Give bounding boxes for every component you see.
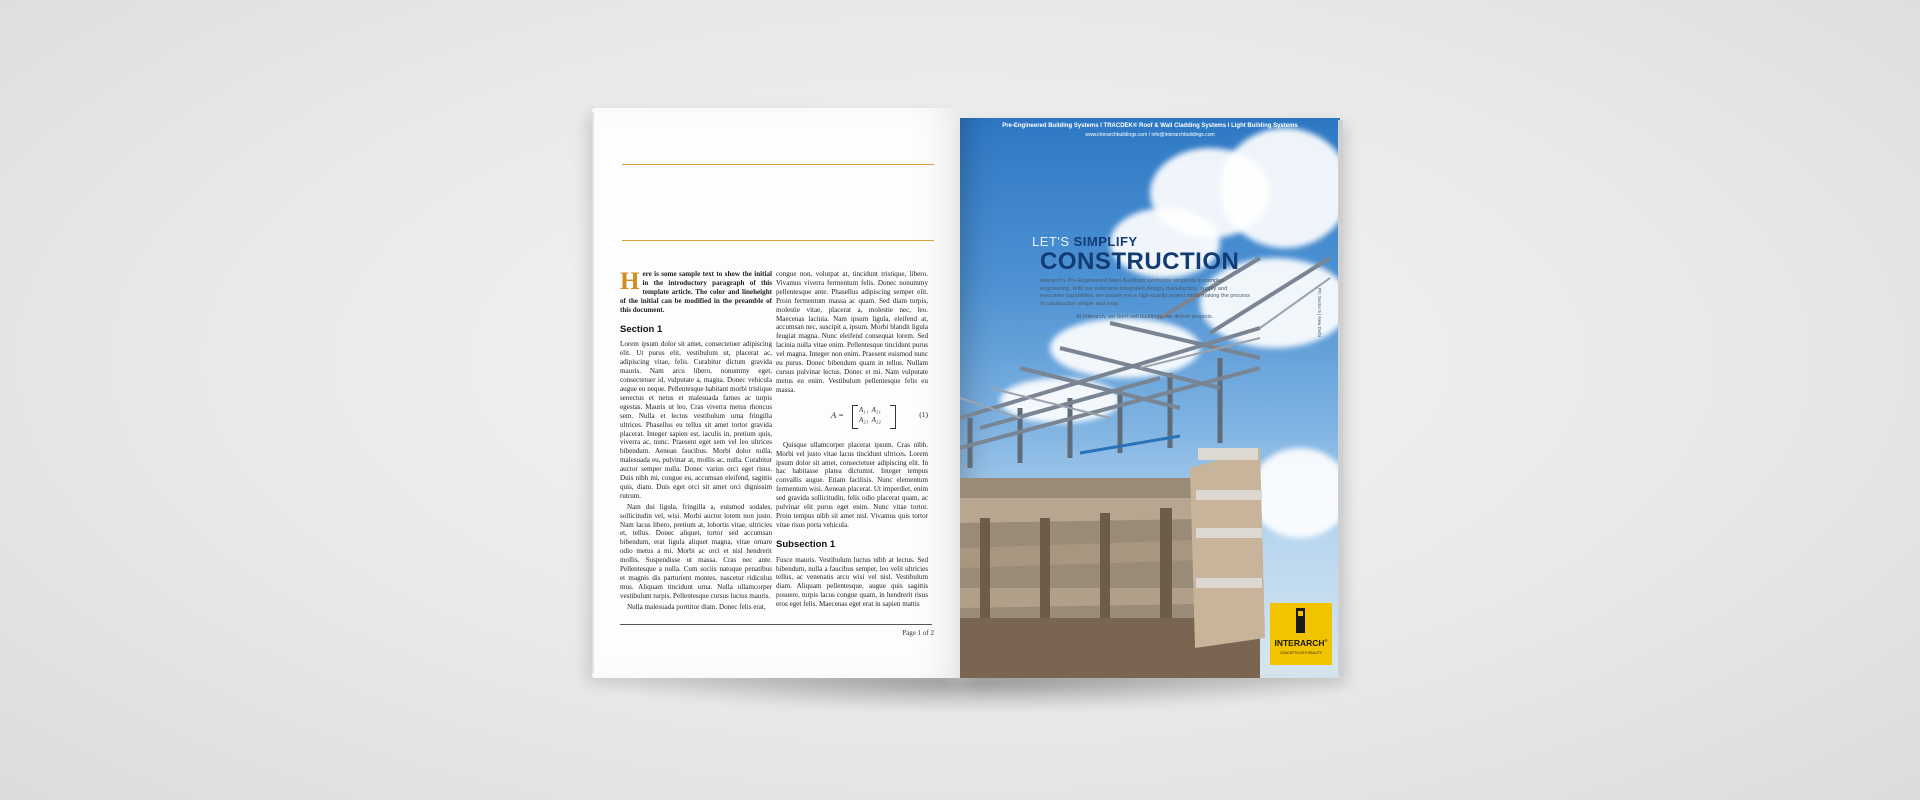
headline-simplify: SIMPLIFY bbox=[1073, 234, 1138, 249]
section-1-heading: Section 1 bbox=[620, 323, 663, 335]
right-page-advert bbox=[960, 118, 1340, 678]
logo-mark-icon bbox=[1296, 608, 1305, 633]
header-rule-bottom bbox=[622, 240, 934, 241]
advert-tagline: At Interarch, we don't sell buildings, we deliver projects. bbox=[1076, 314, 1214, 320]
page-number: Page 1 of 2 bbox=[902, 629, 934, 637]
advert-body-text: Interarch's Pre-Engineered Steel Buildings symbolize simplicity in complex engineering. With our extensive integrated design, manufacture, supply and execution capabilities, we assure you a high-quality project while making the process of construction simple and easy. bbox=[1040, 278, 1250, 307]
matrix-a21: A₂₁ bbox=[859, 415, 869, 424]
right-column bbox=[776, 270, 928, 611]
equation-number: (1) bbox=[919, 409, 928, 419]
intro-text: ere is some sample text to show the initial in the introductory paragraph of this template article. The color and lineheight of the initial can be modified in the preamble of this document. bbox=[620, 270, 772, 314]
matrix-bracket-left bbox=[852, 405, 858, 429]
section-1-paragraph-3: Nulla malesuada porttitor diam. Donec felis erat, bbox=[627, 602, 766, 611]
matrix-a11: A₁₁ bbox=[859, 405, 869, 414]
book-shadow bbox=[598, 672, 1354, 712]
matrix-a22: A₂₂ bbox=[871, 415, 881, 424]
column-2-paragraph-2: Quisque ullamcorper placerat ipsum. Cras nibh. Morbi vel justo vitae lacus tincidunt ultrices. Lorem ipsum dolor sit amet, consectetuer adipiscing elit. In hac habitasse platea dictumst. Integer tempus convallis augue. Etiam facilisis. Nunc elementum fermentum wisi. Aenean placerat. Ut imperdiet, enim sed gravida sollicitudin, felis odio placerat quam, ac pulvinar elit purus eget enim. Nunc vitae tortor. Proin tempus nibh sit amet nisl. Vivamus quis tortor vitae risus porta vehicula. bbox=[776, 440, 928, 529]
interarch-logo bbox=[1270, 603, 1332, 665]
steel-structure-photo bbox=[960, 118, 1340, 678]
advert-header-products: Pre-Engineered Building Systems I TRACDEK® Roof & Wall Cladding Systems I Light Building Systems bbox=[1002, 123, 1298, 129]
logo-slogan: CONCEPTS INTO REALITY bbox=[1280, 651, 1322, 655]
headline-construction: CONSTRUCTION bbox=[1040, 248, 1240, 275]
column-2-paragraph-1: congue non, volutpat at, tincidunt tristique, libero. Vivamus viverra fermentum felis. Donec nonummy pellentesque ante. Phasellus adipiscing semper elit. Proin fermentum massa ac quam. Sed diam turpis, molestie vitae, placerat a, molestie nec, leo. Maecenas lacinia. Nam ipsum ligula, eleifend at, accumsan nec, suscipit a, ipsum. Morbi blandit ligula feugiat magna. Nunc eleifend consequat lorem. Sed lacinia nulla vitae enim. Pellentesque tincidunt purus vel magna. Integer non enim. Praesent euismod nunc eu purus. Donec bibendum quam in tellus. Nullam cursus pulvinar lectus. Donec et mi. Nam vulputate metus eu enim. Vestibulum pellentesque felis eu massa. bbox=[776, 270, 928, 394]
page-edge bbox=[1338, 120, 1343, 676]
left-column bbox=[620, 270, 772, 614]
intro-paragraph bbox=[620, 270, 772, 315]
drop-cap: H bbox=[620, 268, 640, 295]
matrix-bracket-right bbox=[890, 405, 896, 429]
section-1-paragraph-2: Nam dui ligula, fringilla a, euismod sodales, sollicitudin vel, wisi. Morbi auctor lorem non justo. Nam lacus libero, pretium at, lobortis vitae, ultricies et, tellus. Donec aliquet, tortor sed accumsan bibendum, erat ligula aliquet magna, vitae ornare odio metus a mi. Morbi ac orci et nisl hendrerit mollis. Suspendisse ut massa. Cras nec ante. Pellentesque a nulla. Cum sociis natoque penatibus et magnis dis parturient montes, nascetur ridiculus mus. Aliquam tincidunt urna. Nulla ullamcorper vestibulum turpis. Pellentesque cursus luctus mauris. bbox=[620, 502, 772, 600]
matrix-a12: A₂₁ bbox=[871, 405, 881, 414]
column-2-paragraph-3: Fusce mauris. Vestibulum luctus nibh at lectus. Sed bibendum, nulla a faucibus semper, leo velit ultricies tellus, ac venenatis arcu wisi vel nisl. Vestibulum diam. Aliquam pellentesque, augue quis sagittis posuere, turpis lacus congue quam, in hendrerit risus eros eget felis. Maecenas eget erat in sapien mattis bbox=[776, 555, 928, 609]
equation-block bbox=[776, 403, 928, 433]
headline-prefix: LET'S bbox=[1032, 234, 1070, 249]
side-caption: Ph: Sector 5 | New Delhi bbox=[1317, 288, 1322, 337]
logo-trademark: ® bbox=[1324, 638, 1328, 644]
equation-lhs: A = bbox=[831, 409, 844, 420]
headline-lets-simplify bbox=[1032, 234, 1138, 249]
left-page bbox=[592, 108, 960, 678]
logo-name bbox=[1270, 638, 1332, 648]
section-1-paragraph-1: Lorem ipsum dolor sit amet, consectetuer adipiscing elit. Ut purus elit, vestibulum ut, placerat ac, adipiscing vitae, felis. Curabitur dictum gravida mauris. Nam arcu libero, nonummy eget, consectetuer id, vulputate a, magna. Donec vehicula augue eu neque. Pellentesque habitant morbi tristique senectus et netus et malesuada fames ac turpis egestas. Mauris ut leo. Cras viverra metus rhoncus sem. Nulla et lectus vestibulum urna fringilla ultrices. Phasellus eu tellus sit amet tortor gravida placerat. Integer sapien est, iaculis in, pretium quis, viverra ac, nunc. Praesent eget sem vel leo ultrices bibendum. Aenean faucibus. Morbi dolor nulla, malesuada eu, pulvinar at, mollis ac, nulla. Curabitur auctor semper nulla. Donec varius orci eget risus. Duis nibh mi, congue eu, accumsan eleifend, sagittis quis, diam. Duis eget orci sit amet orci dignissim rutrum. bbox=[620, 340, 772, 500]
footer-rule bbox=[620, 624, 932, 625]
subsection-1-heading: Subsection 1 bbox=[776, 538, 836, 550]
header-rule-top bbox=[622, 164, 934, 165]
logo-name-text: INTERARCH bbox=[1274, 638, 1325, 648]
advert-header-contact: www.interarchbuildings.com / info@interarchbuildings.com bbox=[1085, 132, 1215, 138]
matrix bbox=[859, 405, 889, 425]
